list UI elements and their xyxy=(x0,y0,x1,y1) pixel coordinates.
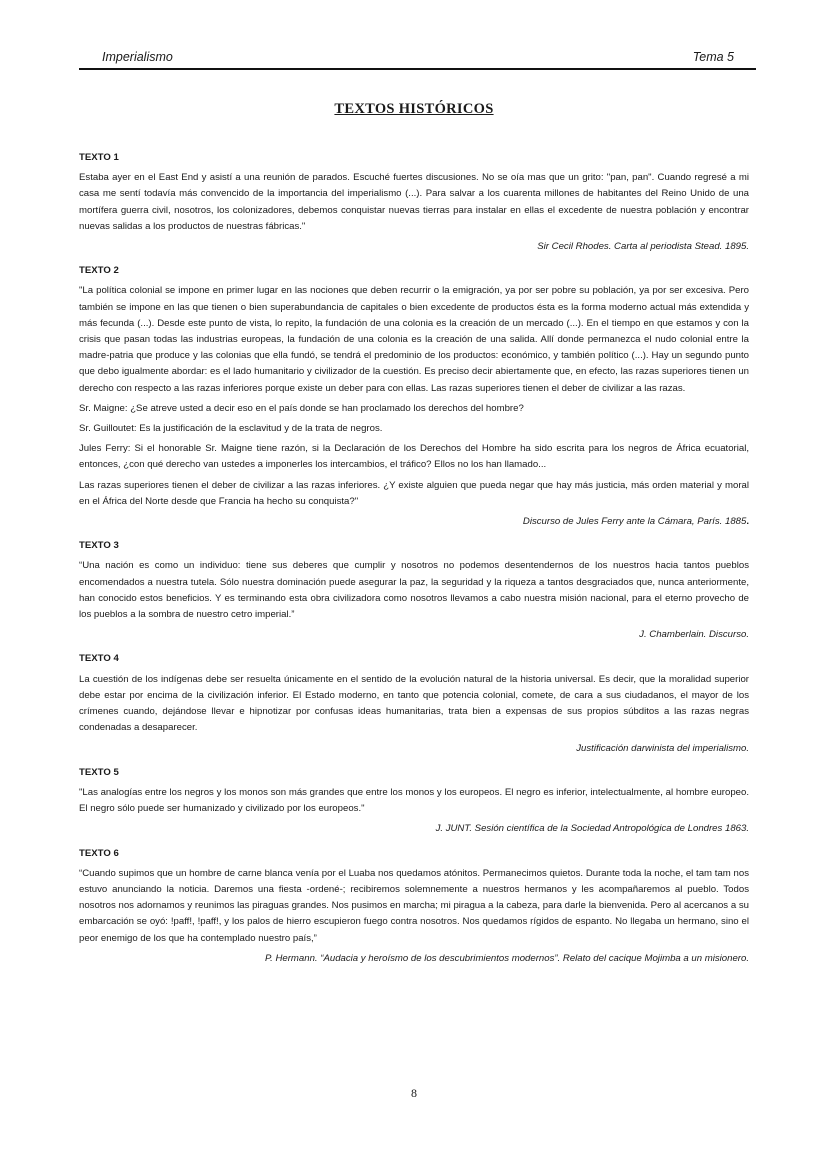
texto-4-paragraph: La cuestión de los indígenas debe ser resuelta únicamente en el sentido de la evolución natural de la historia universal. Es decir, que la moralidad superior debe estar por encima de la civilización inferior. El Estado moderno, en tanto que potencia colonial, comete, de cara a sus ciudadanos, el mayor de los crímenes cuando, dejándose llevar e hipnotizar por confusas ideas humanitarias, trata bien a expensas de sus propios súbditos a las razas negras condenadas a desaparecer. xyxy=(79,673,749,734)
texto-5-paragraph: "Las analogías entre los negros y los monos son más grandes que entre los monos y los europeos. El negro es inferior, intelectualmente, al hombre europeo. El negro sólo puede ser humanizado y civilizado por los europeos." xyxy=(79,786,749,815)
texto-2-paragraph: Sr. Guilloutet: Es la justificación de la esclavitud y de la trata de negros. xyxy=(79,423,383,435)
texto-2-source: Discurso de Jules Ferry ante la Cámara, París. 1885 xyxy=(522,516,747,528)
texto-2-paragraph: Las razas superiores tienen el deber de civilizar a las razas inferiores. ¿Y existe alguien que pueda negar que hay más justicia, más orden material y moral en el África del Norte desde que Francia ha hecho su conquista?" xyxy=(79,479,749,507)
texto-1-label: TEXTO 1 xyxy=(79,152,119,163)
header-topic: Tema 5 xyxy=(692,50,734,64)
page-header xyxy=(79,48,756,70)
texto-6-paragraph: “Cuando supimos que un hombre de carne blanca venía por el Luaba nos quedamos atónitos. Permanecimos quietos. Durante toda la noche, el tam tam nos estuvo anunciando la noticia. Daremos una fiesta -ordené-; recibiremos solemnemente a nuestros hermanos y les acompañaremos al pueblo. Todos nosotros nos adornamos y reunimos las piraguas grandes. Nos pusimos en marcha; mi piragua a la cabeza, para darle la bienvenida. Pero al acercanos a su embarcación se oyó: !paff!, !paff!, y los palos de hierro escupieron fuego contra nosotros. Nos quedamos rígidos de espanto. No llegaba un hermano, sino el peor enemigo de los que ha contemplado nuestro país,” xyxy=(79,867,749,944)
texto-4-source: Justificación darwinista del imperialismo. xyxy=(576,742,749,754)
texto-5-label: TEXTO 5 xyxy=(79,766,119,778)
page-number: 8 xyxy=(411,1086,417,1100)
texto-3-source: J. Chamberlain. Discurso. xyxy=(639,629,749,641)
document-body xyxy=(79,150,749,975)
texto-2-source-wrap xyxy=(79,514,749,530)
page-title: TEXTOS HISTÓRICOS xyxy=(334,101,494,117)
texto-6-source: P. Hermann. “Audacia y heroísmo de los descubrimientos modernos”. Relato del cacique Mojimba a un misionero. xyxy=(264,952,749,964)
texto-5-source: J. JUNT. Sesión científica de la Sociedad Antropológica de Londres 1863. xyxy=(435,823,749,835)
texto-4-label: TEXTO 4 xyxy=(79,653,119,665)
texto-3-label: TEXTO 3 xyxy=(79,540,119,552)
texto-2-label: TEXTO 2 xyxy=(79,265,119,277)
header-subject: Imperialismo xyxy=(102,50,173,64)
texto-1-source: Sir Cecil Rhodes. Carta al periodista Stead. 1895. xyxy=(537,241,749,253)
texto-2-paragraph: Jules Ferry: Si el honorable Sr. Maigne tiene razón, si la Declaración de los Derechos del Hombre ha sido escrita para los negros de África ecuatorial, entonces, ¿con qué derecho van ustedes a imponerles los intercambios, el tráfico? Ellos no los han llamado... xyxy=(79,443,749,471)
texto-2-paragraph: Sr. Maigne: ¿Se atreve usted a decir eso en el país donde se han proclamado los derechos del hombre? xyxy=(79,402,524,414)
texto-2-source-period: . xyxy=(746,516,749,528)
texto-1-paragraph: Estaba ayer en el East End y asistí a una reunión de parados. Escuché fuertes discusiones. No se oía mas que un grito: "pan, pan". Cuando regresé a mi casa me sentí todavía más convencido de la importancia del imperialismo (...). Para salvar a los cuarenta millones de habitantes del Reino Unido de una mortífera guerra civil, nosotros, los colonizadores, debemos conquistar nuevas tierras para instalar en ellas el excedente de nuestra población y encontrar nuevas salidas a los productos de nuestras fábricas." xyxy=(79,172,749,232)
texto-3-paragraph: “Una nación es como un individuo: tiene sus deberes que cumplir y nosotros no podemos desentendernos de los nuestros hacia tantos pueblos encomendados a nuestra tutela. Sólo nuestra dominación puede asegurar la paz, la seguridad y la riqueza a tantos desgraciados que, nunca anteriormente, han conocido estos beneficios. Y es terminando esta obra civilizadora como nosotros llevamos a cabo nuestra misión nacional, para el eterno provecho de los pueblos a la sombra de nuestro cetro imperial.” xyxy=(79,560,749,621)
texto-6-label: TEXTO 6 xyxy=(79,847,119,859)
texto-2-paragraph: "La política colonial se impone en primer lugar en las nociones que deben recurrir o la emigración, ya por ser pobre su población, ya por ser excesiva. Pero también se impone en las que tienen o bien superabundancia de capitales o bien excedente de productos ésta es la forma moderno actual más extendida y más fecunda (...). Desde este punto de vista, lo repito, la fundación de una colonia es la creación de un mercado (...). En el tiempo en que estamos y con la crisis que pasan todas las industrias europeas, la fundación de una colonia es la creación de una salida. Allí donde permanezca el nudo colonial entre la madre-patria que produce y las colonias que ella fundó, se tendrá el predominio de los productos: económico, y también político (...). Hay un segundo punto que debo igualmente abordar: es el lado humanitario y civilizador de la cuestión. Es preciso decir abiertamente que, en efecto, las razas superiores tienen un derecho con respecto a las razas inferiores porque existe un deber para con ellas. Las razas superiores tienen el deber de civilizar a las razas. xyxy=(79,285,749,394)
